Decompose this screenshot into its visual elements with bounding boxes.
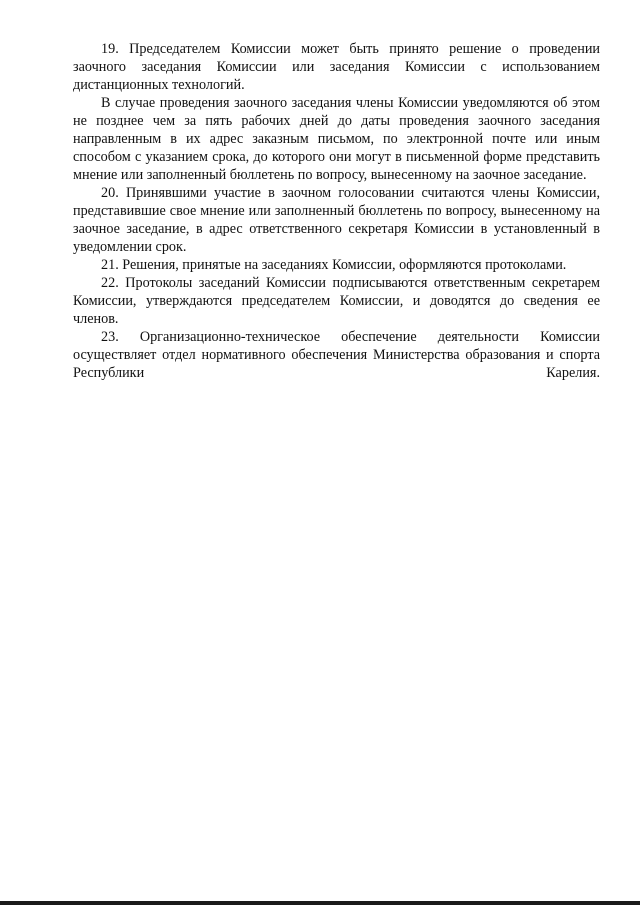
paragraph-19-notice: В случае проведения заочного заседания члены Комиссии уведомляются об этом не позднее чем за пять рабочих дней до даты проведения заочного заседания направленным в их адрес заказным письмом, по электронной почте или иным способом с указанием срока, до которого они могут в письменной форме представить мнение или заполненный бюллетень по вопросу, вынесенному на заочное заседание. xyxy=(73,95,600,183)
paragraph-22: 22. Протоколы заседаний Комиссии подписываются ответственным секретарем Комиссии, утверждаются председателем Комиссии, и доводятся до сведения ее членов. xyxy=(73,275,600,327)
paragraph-21: 21. Решения, принятые на заседаниях Комиссии, оформляются протоколами. xyxy=(101,257,567,273)
document-body xyxy=(73,40,600,382)
paragraph-20: 20. Принявшими участие в заочном голосовании считаются члены Комиссии, представившие свое мнение или заполненный бюллетень по вопросу, вынесенному на заочное заседание, в адрес ответственного секретаря Комиссии в установленный в уведомлении срок. xyxy=(73,185,600,255)
paragraph-23: 23. Организационно-техническое обеспечение деятельности Комиссии осуществляет отдел нормативного обеспечения Министерства образования и спорта Республики Карелия. xyxy=(73,329,600,381)
scan-bottom-edge xyxy=(0,901,640,905)
paragraph-19: 19. Председателем Комиссии может быть принято решение о проведении заочного заседания Комиссии или заседания Комиссии с использованием дистанционных технологий. xyxy=(73,41,600,93)
